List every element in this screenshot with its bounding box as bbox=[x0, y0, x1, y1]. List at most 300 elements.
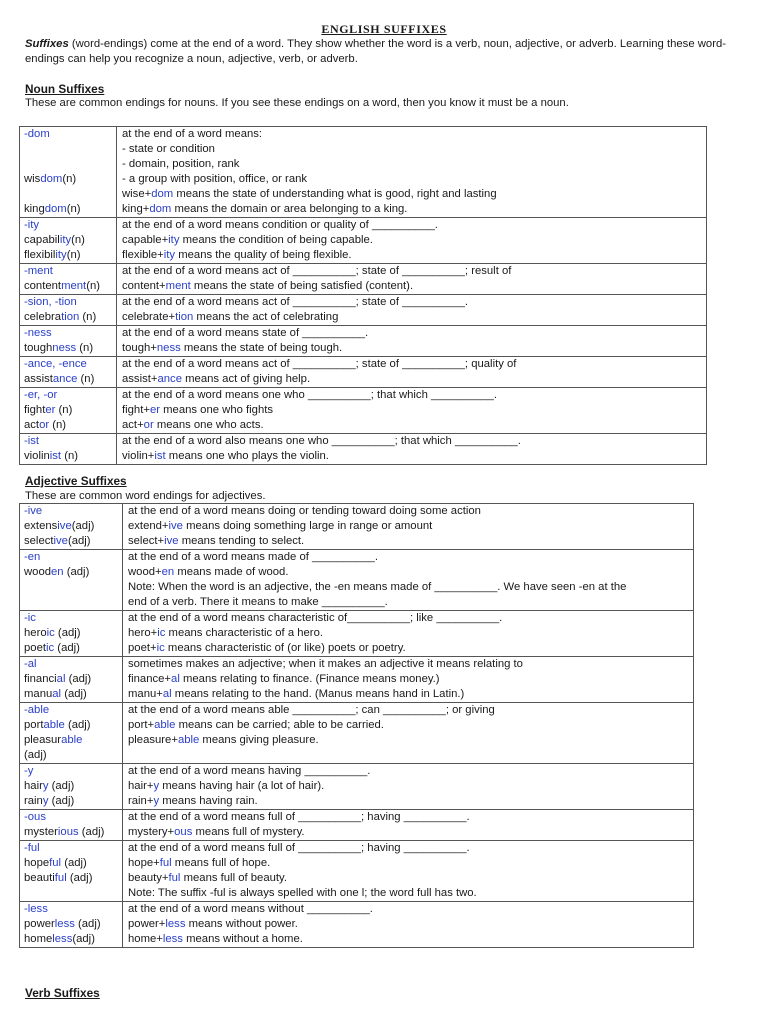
example-line bbox=[24, 856, 118, 871]
definition-line bbox=[122, 434, 702, 449]
example-line bbox=[24, 172, 112, 187]
definition-line bbox=[128, 794, 689, 809]
example-line bbox=[24, 519, 118, 534]
suffix-highlight: ic bbox=[46, 642, 55, 654]
suffix-highlight: -sion, -tion bbox=[24, 296, 77, 308]
example-line bbox=[24, 687, 118, 702]
text-segment: at the end of a word means full of __________; having __________. bbox=[128, 842, 470, 854]
suffix-highlight: en bbox=[161, 566, 175, 578]
definition-line bbox=[128, 672, 689, 687]
text-segment: beauti bbox=[24, 872, 55, 884]
definition-line bbox=[128, 779, 689, 794]
suffix-highlight: -dom bbox=[24, 128, 50, 140]
text-segment: means the act of celebrating bbox=[193, 311, 339, 323]
suffix-highlight: -ic bbox=[24, 612, 36, 624]
suffix-highlight: or bbox=[143, 419, 154, 431]
text-segment: assist+ bbox=[122, 373, 158, 385]
example-line bbox=[24, 279, 112, 294]
text-segment: hope bbox=[24, 857, 50, 869]
example-line bbox=[24, 550, 118, 565]
text-segment: means doing something large in range or amount bbox=[182, 520, 433, 532]
example-line bbox=[24, 248, 112, 263]
text-segment: (n) bbox=[77, 373, 95, 385]
definition-line bbox=[122, 418, 702, 433]
text-segment: fight+ bbox=[122, 404, 150, 416]
suffix-highlight: al bbox=[52, 688, 62, 700]
example-line bbox=[24, 565, 118, 580]
suffix-highlight: ive bbox=[168, 520, 183, 532]
suffix-highlight: ful bbox=[54, 872, 67, 884]
text-segment: (adj) bbox=[63, 566, 90, 578]
text-segment: pleasure+ bbox=[128, 734, 178, 746]
suffix-highlight: ive bbox=[57, 520, 72, 532]
suffix-highlight: -ance, -ence bbox=[24, 358, 87, 370]
suffix-highlight: -less bbox=[24, 903, 48, 915]
suffix-highlight: ment bbox=[61, 280, 87, 292]
text-segment: (adj) bbox=[78, 826, 105, 838]
text-segment: (adj) bbox=[74, 918, 101, 930]
text-segment: rain+ bbox=[128, 795, 154, 807]
text-segment: at the end of a word means condition or quality of __________. bbox=[122, 219, 438, 231]
suffix-definition-cell bbox=[123, 810, 694, 841]
example-line bbox=[24, 917, 118, 932]
suffix-example-cell bbox=[20, 388, 117, 434]
definition-line bbox=[128, 611, 689, 626]
text-segment: manu+ bbox=[128, 688, 163, 700]
text-segment: means the domain or area belonging to a king. bbox=[171, 203, 408, 215]
adjective-section-description: These are common word endings for adjectives. bbox=[25, 490, 266, 502]
definition-line bbox=[128, 871, 689, 886]
suffix-row bbox=[20, 388, 707, 434]
suffix-highlight: y bbox=[153, 780, 160, 792]
suffix-highlight: dom bbox=[44, 203, 67, 215]
example-line bbox=[24, 504, 118, 519]
text-segment: mystery+ bbox=[128, 826, 175, 838]
text-segment: (adj) bbox=[61, 857, 87, 869]
definition-line bbox=[128, 657, 689, 672]
text-segment: hero+ bbox=[128, 627, 158, 639]
definition-line bbox=[128, 641, 689, 656]
suffix-row bbox=[20, 434, 707, 465]
definition-line bbox=[122, 202, 702, 217]
example-line bbox=[24, 341, 112, 356]
text-segment: means relating to the hand. (Manus means hand in Latin.) bbox=[171, 688, 465, 700]
suffix-example-cell bbox=[20, 218, 117, 264]
suffix-example-cell bbox=[20, 703, 123, 764]
text-segment: financi bbox=[24, 673, 57, 685]
suffix-example-cell bbox=[20, 357, 117, 388]
suffix-highlight: ive bbox=[53, 535, 68, 547]
example-line bbox=[24, 810, 118, 825]
definition-line bbox=[122, 279, 702, 294]
example-line bbox=[24, 127, 112, 142]
definition-line bbox=[128, 519, 689, 534]
text-segment: at the end of a word also means one who __________; that which __________. bbox=[122, 435, 521, 447]
text-segment: means can be carried; able to be carried. bbox=[175, 719, 384, 731]
example-line bbox=[24, 886, 118, 901]
example-line bbox=[24, 534, 118, 549]
example-line bbox=[24, 264, 112, 279]
text-segment: means characteristic of a hero. bbox=[165, 627, 323, 639]
suffix-definition-cell bbox=[123, 504, 694, 550]
suffix-highlight: -ity bbox=[24, 219, 40, 231]
suffix-example-cell bbox=[20, 264, 117, 295]
text-segment: means full of beauty. bbox=[180, 872, 287, 884]
text-segment: wis bbox=[24, 173, 41, 185]
suffix-example-cell bbox=[20, 657, 123, 703]
suffix-example-cell bbox=[20, 810, 123, 841]
example-line bbox=[24, 902, 118, 917]
text-segment: (n) bbox=[55, 404, 73, 416]
definition-line bbox=[128, 718, 689, 733]
example-line bbox=[24, 218, 112, 233]
suffix-highlight: able bbox=[177, 734, 200, 746]
suffix-highlight: y bbox=[42, 795, 49, 807]
example-line bbox=[24, 142, 112, 157]
text-segment: (adj) bbox=[72, 933, 95, 945]
suffix-example-cell bbox=[20, 550, 123, 611]
definition-line bbox=[128, 748, 689, 763]
text-segment: Note: The suffix -ful is always spelled with one l; the word full has two. bbox=[128, 887, 477, 899]
suffix-highlight: ous bbox=[174, 826, 193, 838]
text-segment: poet bbox=[24, 642, 46, 654]
text-segment: wood bbox=[24, 566, 52, 578]
text-segment: hair bbox=[24, 780, 43, 792]
text-segment: end of a verb. There it means to make __________. bbox=[128, 596, 388, 608]
text-segment: wise+ bbox=[122, 188, 152, 200]
suffix-row bbox=[20, 657, 694, 703]
example-line bbox=[24, 841, 118, 856]
text-segment: tough bbox=[24, 342, 53, 354]
text-segment: at the end of a word means one who __________; that which __________. bbox=[122, 389, 497, 401]
example-line bbox=[24, 418, 112, 433]
suffix-example-cell bbox=[20, 326, 117, 357]
suffix-highlight: al bbox=[162, 688, 172, 700]
text-segment: port bbox=[24, 719, 44, 731]
text-segment: (adj) bbox=[67, 535, 91, 547]
suffix-example-cell bbox=[20, 611, 123, 657]
text-segment: king bbox=[24, 203, 45, 215]
example-line bbox=[24, 295, 112, 310]
suffix-highlight: -able bbox=[24, 704, 50, 716]
example-line bbox=[24, 202, 112, 217]
suffix-highlight: ness bbox=[52, 342, 77, 354]
suffix-example-cell bbox=[20, 434, 117, 465]
suffix-highlight: y bbox=[153, 795, 160, 807]
suffix-highlight: less bbox=[54, 918, 75, 930]
definition-line bbox=[122, 127, 702, 142]
suffix-highlight: y bbox=[42, 780, 49, 792]
suffix-row bbox=[20, 841, 694, 902]
text-segment: means the quality of being flexible. bbox=[175, 249, 352, 261]
text-segment: (n) bbox=[61, 450, 79, 462]
suffix-highlight: er bbox=[45, 404, 56, 416]
text-segment: power+ bbox=[128, 918, 166, 930]
suffix-row bbox=[20, 611, 694, 657]
suffix-highlight: ic bbox=[46, 627, 55, 639]
text-segment: at the end of a word means having __________. bbox=[128, 765, 371, 777]
text-segment: at the end of a word means characteristic of__________; like __________. bbox=[128, 612, 503, 624]
definition-line bbox=[122, 218, 702, 233]
suffix-highlight: ity bbox=[59, 234, 72, 246]
definition-line bbox=[122, 403, 702, 418]
example-line bbox=[24, 357, 112, 372]
example-line bbox=[24, 871, 118, 886]
definition-line bbox=[122, 310, 702, 325]
text-segment: (adj) bbox=[54, 627, 81, 639]
text-segment: flexibil bbox=[24, 249, 56, 261]
text-segment: means without power. bbox=[185, 918, 298, 930]
definition-line bbox=[128, 550, 689, 565]
text-segment: means full of mystery. bbox=[192, 826, 305, 838]
suffix-definition-cell bbox=[123, 902, 694, 948]
example-line bbox=[24, 733, 118, 748]
text-segment: (n) bbox=[79, 311, 97, 323]
suffix-highlight: tion bbox=[175, 311, 194, 323]
example-line bbox=[24, 932, 118, 947]
definition-line bbox=[122, 248, 702, 263]
suffix-highlight: -ment bbox=[24, 265, 53, 277]
suffix-highlight: or bbox=[39, 419, 50, 431]
text-segment: content bbox=[24, 280, 62, 292]
definition-line bbox=[128, 886, 689, 901]
suffix-highlight: -ous bbox=[24, 811, 46, 823]
text-segment: means the state of understanding what is good, right and lasting bbox=[173, 188, 497, 200]
intro-paragraph bbox=[25, 37, 745, 67]
text-segment: means one who acts. bbox=[153, 419, 264, 431]
definition-line bbox=[128, 626, 689, 641]
suffix-highlight: ity bbox=[163, 249, 176, 261]
suffix-row bbox=[20, 218, 707, 264]
definition-line bbox=[128, 595, 689, 610]
text-segment: select+ bbox=[128, 535, 165, 547]
suffix-highlight: less bbox=[52, 933, 73, 945]
text-segment: (n) bbox=[62, 173, 77, 185]
text-segment: at the end of a word means state of __________. bbox=[122, 327, 369, 339]
text-segment: means without a home. bbox=[182, 933, 303, 945]
text-segment: violin+ bbox=[122, 450, 155, 462]
suffix-highlight: tion bbox=[61, 311, 80, 323]
text-segment: finance+ bbox=[128, 673, 172, 685]
noun-section-description: These are common endings for nouns. If you see these endings on a word, then you know it must be a noun. bbox=[25, 97, 569, 109]
text-segment: means the condition of being capable. bbox=[179, 234, 373, 246]
example-line bbox=[24, 580, 118, 595]
text-segment: celebrate+ bbox=[122, 311, 176, 323]
definition-line bbox=[122, 264, 702, 279]
example-line bbox=[24, 657, 118, 672]
text-segment: fight bbox=[24, 404, 46, 416]
definition-line bbox=[128, 902, 689, 917]
text-segment: hair+ bbox=[128, 780, 154, 792]
text-segment: content+ bbox=[122, 280, 166, 292]
text-segment: means having hair (a lot of hair). bbox=[159, 780, 325, 792]
example-line bbox=[24, 825, 118, 840]
definition-line bbox=[128, 932, 689, 947]
suffix-example-cell bbox=[20, 841, 123, 902]
definition-line bbox=[122, 449, 702, 464]
text-segment: means the state of being satisfied (content). bbox=[190, 280, 414, 292]
text-segment: - a group with position, office, or rank bbox=[122, 173, 308, 185]
text-segment: (n) bbox=[76, 342, 94, 354]
definition-line bbox=[128, 856, 689, 871]
text-segment: at the end of a word means full of __________; having __________. bbox=[128, 811, 470, 823]
suffix-highlight: ness bbox=[156, 342, 181, 354]
example-line bbox=[24, 764, 118, 779]
example-line bbox=[24, 718, 118, 733]
definition-line bbox=[128, 917, 689, 932]
suffix-highlight: ic bbox=[156, 642, 165, 654]
text-segment: at the end of a word means: bbox=[122, 128, 263, 140]
intro-lead: Suffixes bbox=[25, 38, 69, 50]
suffix-highlight: ance bbox=[52, 373, 78, 385]
text-segment: (adj) bbox=[48, 795, 75, 807]
suffix-highlight: able bbox=[154, 719, 176, 731]
suffix-example-cell bbox=[20, 764, 123, 810]
suffix-highlight: less bbox=[165, 918, 186, 930]
suffix-highlight: -ist bbox=[24, 435, 40, 447]
text-segment: hero bbox=[24, 627, 47, 639]
text-segment: act+ bbox=[122, 419, 144, 431]
suffix-highlight: dom bbox=[149, 203, 172, 215]
text-segment: flexible+ bbox=[122, 249, 164, 261]
suffix-definition-cell bbox=[123, 611, 694, 657]
example-line bbox=[24, 611, 118, 626]
example-line bbox=[24, 794, 118, 809]
definition-line bbox=[122, 157, 702, 172]
suffix-highlight: -ness bbox=[24, 327, 52, 339]
verb-section-heading: Verb Suffixes bbox=[25, 986, 100, 1000]
text-segment: (adj) bbox=[54, 642, 80, 654]
definition-line bbox=[128, 841, 689, 856]
text-segment: capable+ bbox=[122, 234, 169, 246]
intro-text: (word-endings) come at the end of a word. They show whether the word is a verb, noun, adjective, or adverb. Learning these word-endings can help you recognize a noun, adjective, verb, or adverb. bbox=[25, 38, 726, 65]
definition-line bbox=[128, 565, 689, 580]
example-line bbox=[24, 157, 112, 172]
suffix-row bbox=[20, 550, 694, 611]
suffix-example-cell bbox=[20, 504, 123, 550]
text-segment: select bbox=[24, 535, 54, 547]
definition-line bbox=[122, 326, 702, 341]
definition-line bbox=[128, 764, 689, 779]
suffix-definition-cell bbox=[117, 357, 707, 388]
text-segment: (adj) bbox=[64, 719, 91, 731]
text-segment: - state or condition bbox=[122, 143, 215, 155]
text-segment: at the end of a word means made of __________. bbox=[128, 551, 378, 563]
definition-line bbox=[128, 825, 689, 840]
suffix-highlight: er bbox=[149, 404, 160, 416]
suffix-highlight: ment bbox=[165, 280, 191, 292]
text-segment: (n) bbox=[66, 249, 81, 261]
suffix-definition-cell bbox=[117, 295, 707, 326]
suffix-highlight: -al bbox=[24, 658, 37, 670]
definition-line bbox=[128, 703, 689, 718]
suffix-row bbox=[20, 295, 707, 326]
suffix-highlight: ful bbox=[159, 857, 172, 869]
definition-line bbox=[122, 172, 702, 187]
text-segment: (adj) bbox=[71, 520, 95, 532]
text-segment: assist bbox=[24, 373, 53, 385]
example-line bbox=[24, 372, 112, 387]
noun-section-heading: Noun Suffixes bbox=[25, 82, 105, 96]
text-segment: celebra bbox=[24, 311, 62, 323]
suffix-row bbox=[20, 810, 694, 841]
suffix-highlight: ic bbox=[157, 627, 166, 639]
definition-line bbox=[122, 357, 702, 372]
suffix-highlight: ity bbox=[168, 234, 180, 246]
definition-line bbox=[122, 142, 702, 157]
text-segment: at the end of a word means act of __________; state of __________. bbox=[122, 296, 469, 308]
suffix-highlight: -ful bbox=[24, 842, 40, 854]
text-segment: (n) bbox=[71, 234, 85, 246]
suffix-definition-cell bbox=[123, 841, 694, 902]
text-segment: means relating to finance. (Finance means money.) bbox=[179, 673, 440, 685]
definition-line bbox=[128, 733, 689, 748]
text-segment: means one who fights bbox=[160, 404, 274, 416]
suffix-definition-cell bbox=[123, 764, 694, 810]
text-segment: (adj) bbox=[65, 673, 92, 685]
definition-line bbox=[128, 580, 689, 595]
text-segment: sometimes makes an adjective; when it makes an adjective it means relating to bbox=[128, 658, 523, 670]
suffix-row bbox=[20, 504, 694, 550]
suffix-row bbox=[20, 357, 707, 388]
text-segment: - domain, position, rank bbox=[122, 158, 240, 170]
text-segment: means giving pleasure. bbox=[199, 734, 319, 746]
text-segment: manu bbox=[24, 688, 53, 700]
definition-line bbox=[122, 233, 702, 248]
text-segment: myster bbox=[24, 826, 58, 838]
suffix-row bbox=[20, 127, 707, 218]
example-line bbox=[24, 703, 118, 718]
example-line bbox=[24, 187, 112, 202]
text-segment: home+ bbox=[128, 933, 163, 945]
text-segment: beauty+ bbox=[128, 872, 169, 884]
page-title: ENGLISH SUFFIXES bbox=[321, 22, 447, 36]
definition-line bbox=[122, 341, 702, 356]
suffix-definition-cell bbox=[123, 657, 694, 703]
example-line bbox=[24, 748, 118, 763]
text-segment: (n) bbox=[49, 419, 67, 431]
suffix-highlight: -en bbox=[24, 551, 41, 563]
text-segment: means the state of being tough. bbox=[180, 342, 343, 354]
text-segment: extend+ bbox=[128, 520, 169, 532]
noun-suffix-table bbox=[19, 126, 707, 465]
suffix-row bbox=[20, 264, 707, 295]
text-segment: port+ bbox=[128, 719, 155, 731]
suffix-example-cell bbox=[20, 127, 117, 218]
suffix-example-cell bbox=[20, 295, 117, 326]
text-segment: (n) bbox=[86, 280, 100, 292]
suffix-definition-cell bbox=[123, 550, 694, 611]
suffix-highlight: ist bbox=[154, 450, 166, 462]
text-segment: extens bbox=[24, 520, 58, 532]
example-line bbox=[24, 233, 112, 248]
adjective-suffix-table bbox=[19, 503, 694, 948]
suffix-highlight: ance bbox=[157, 373, 182, 385]
example-line bbox=[24, 626, 118, 641]
text-segment: act bbox=[24, 419, 40, 431]
suffix-row bbox=[20, 703, 694, 764]
text-segment: means made of wood. bbox=[174, 566, 289, 578]
example-line bbox=[24, 403, 112, 418]
text-segment: power bbox=[24, 918, 55, 930]
example-line bbox=[24, 595, 118, 610]
definition-line bbox=[122, 388, 702, 403]
suffix-highlight: able bbox=[43, 719, 65, 731]
suffix-highlight: en bbox=[51, 566, 64, 578]
text-segment: Note: When the word is an adjective, the -en means made of __________. We have seen -en at the bbox=[128, 581, 627, 593]
example-line bbox=[24, 779, 118, 794]
definition-line bbox=[128, 534, 689, 549]
